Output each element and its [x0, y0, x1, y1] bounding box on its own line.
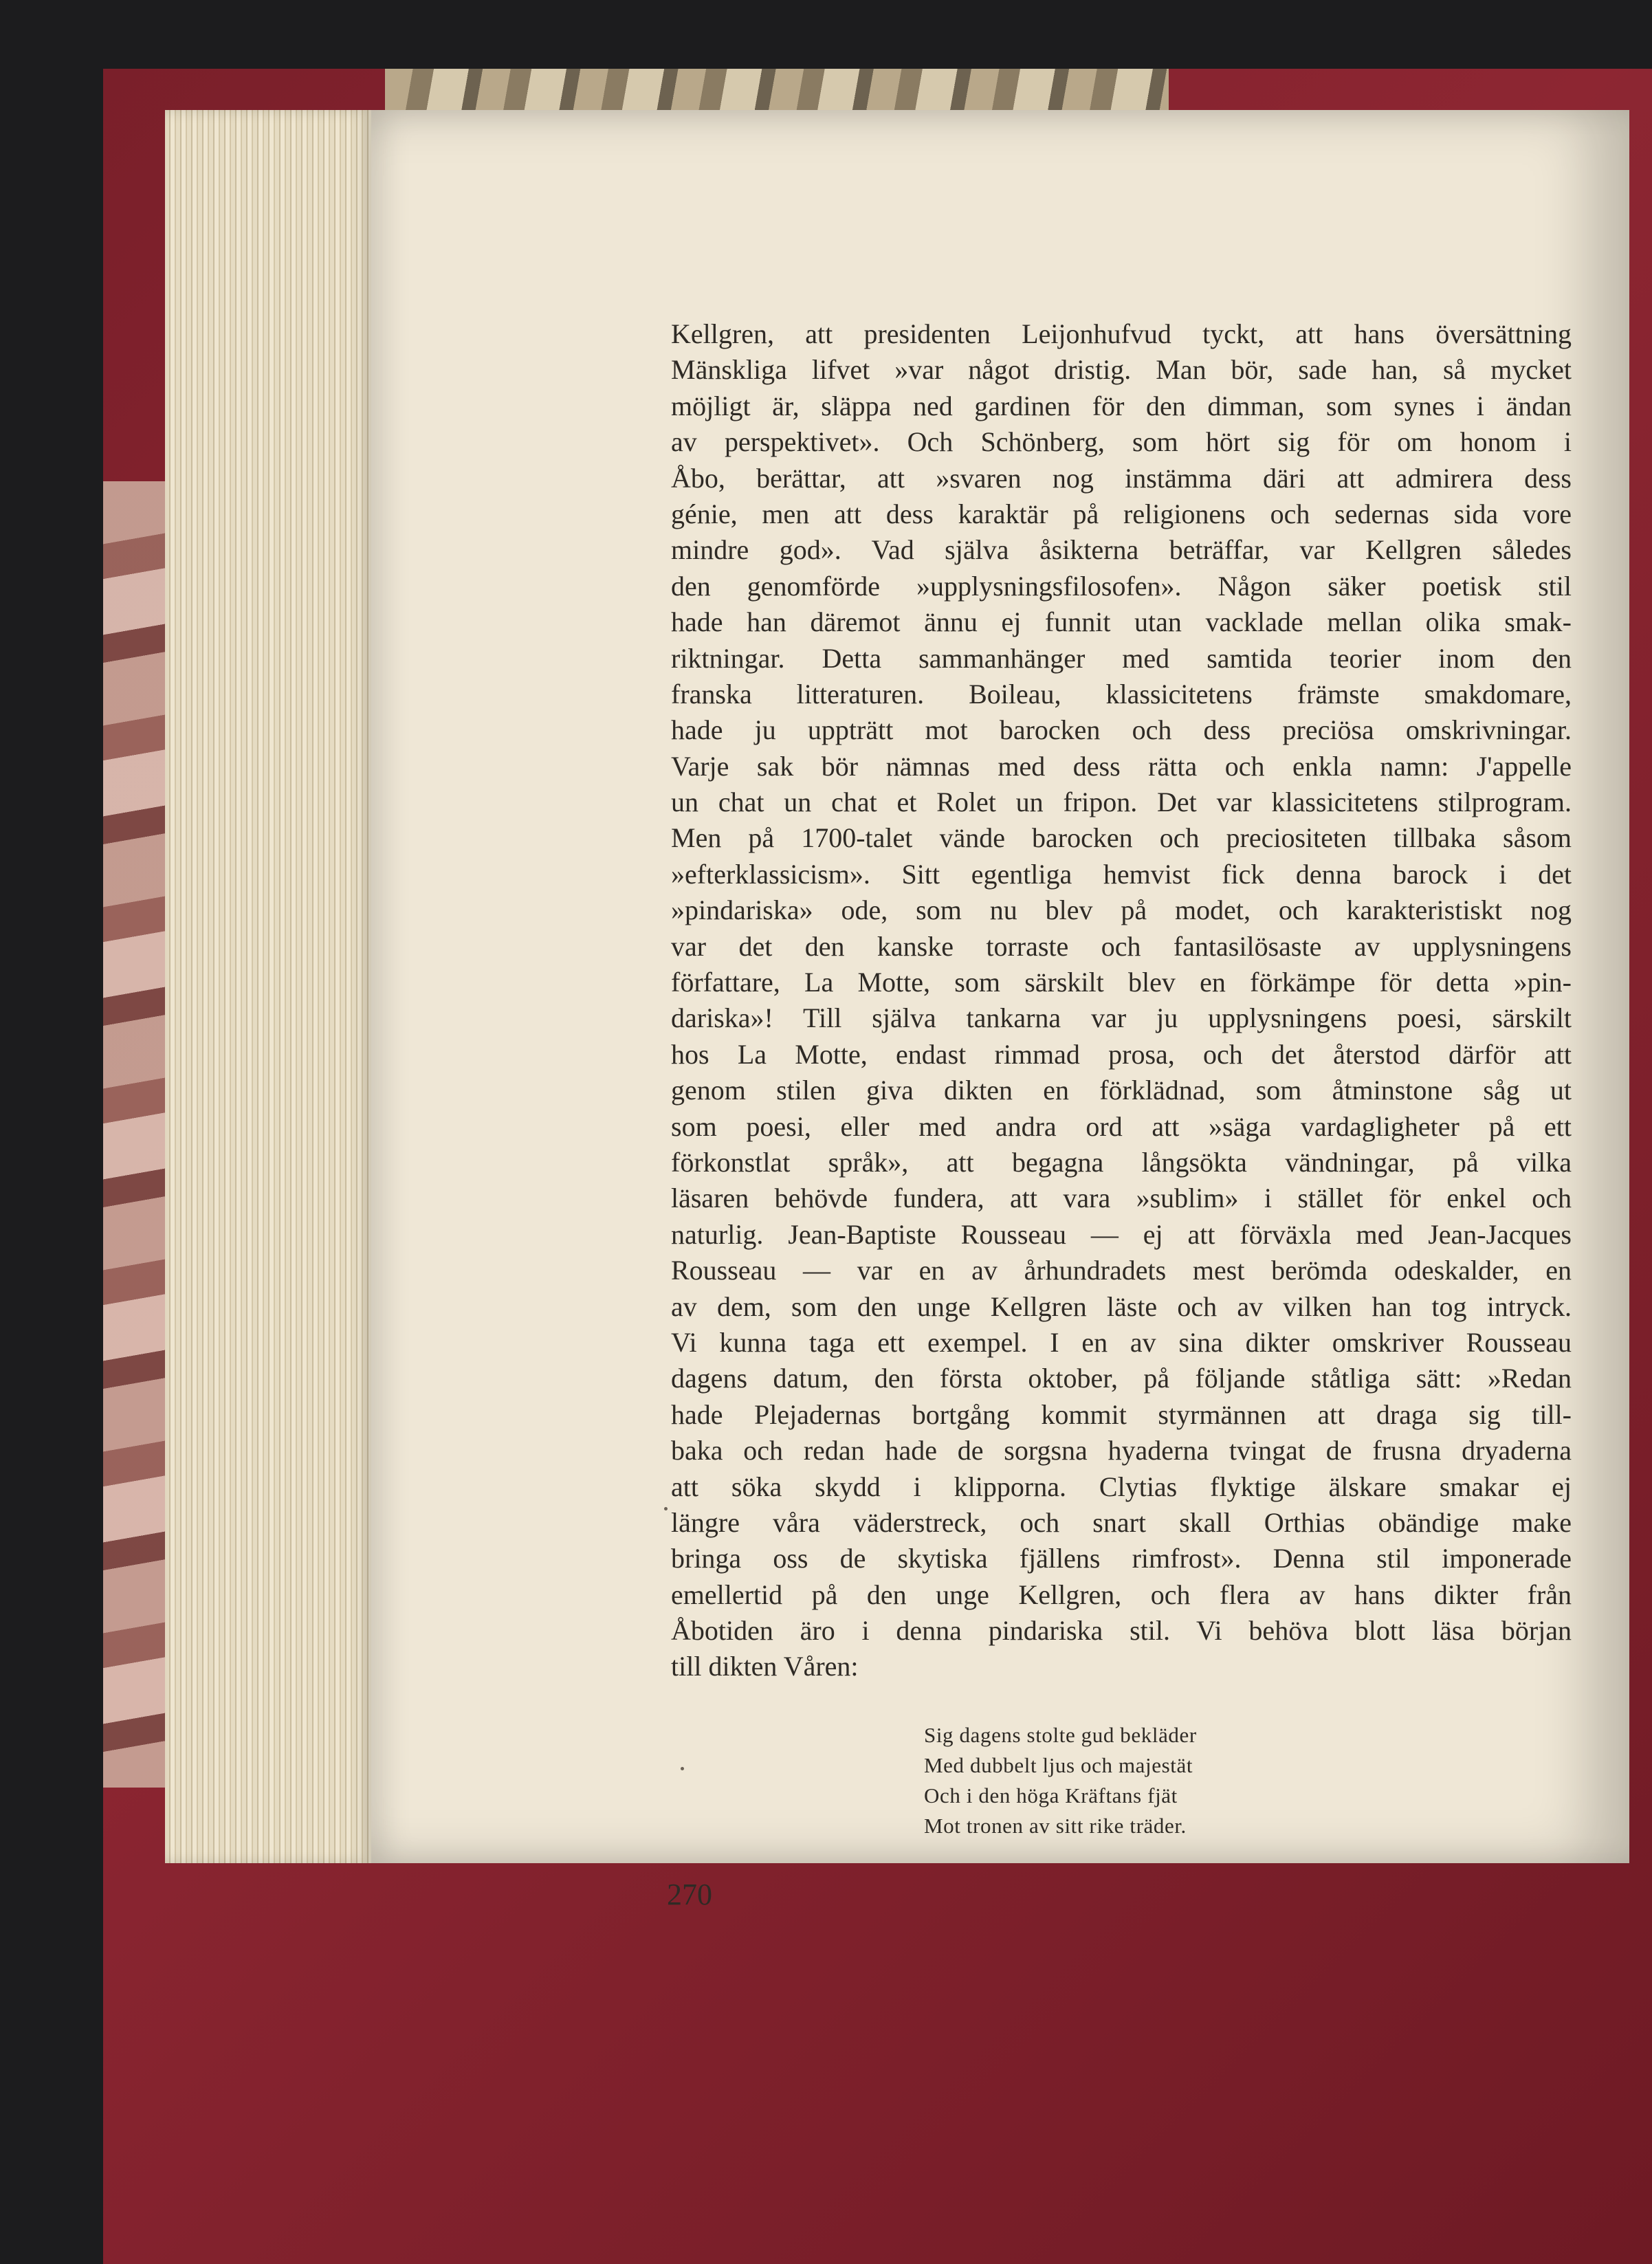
text-line: franska litteraturen. Boileau, klassicitetens främste smakdomare, — [671, 678, 1572, 710]
text-line: dariska»! Till själva tankarna var ju upplysningens poesi, särskilt — [671, 1002, 1572, 1034]
text-line: Kellgren, att presidenten Leijonhufvud tyckt, att hans översättning — [671, 318, 1572, 349]
text-line: riktningar. Detta sammanhänger med samtida teorier inom den — [671, 642, 1572, 674]
text-line: som poesi, eller med andra ord att »säga vardagligheter på ett — [671, 1110, 1572, 1142]
text-line: hade han däremot ännu ej funnit utan vacklade mellan olika smak- — [671, 606, 1572, 638]
text-line: »pindariska» ode, som nu blev på modet, och karakteristiskt nog — [671, 894, 1572, 926]
text-line: möjligt är, släppa ned gardinen för den dimman, som synes i ändan — [671, 390, 1572, 421]
text-line: att söka skydd i klipporna. Clytias flyktige älskare smakar ej — [671, 1471, 1572, 1502]
body-text — [671, 316, 1572, 1685]
text-line: mindre god». Vad själva åsikterna beträffar, var Kellgren således — [671, 534, 1572, 566]
marbled-endpaper-top — [385, 69, 1169, 110]
text-line: Men på 1700-talet vände barocken och preciositeten tillbaka såsom — [671, 822, 1572, 854]
text-line: dagens datum, den första oktober, på följande ståtliga sätt: »Redan — [671, 1363, 1572, 1394]
poem-line: Sig dagens stolte gud bekläder — [924, 1723, 1197, 1747]
text-line: genom stilen giva dikten en förklädnad, som åtminstone såg ut — [671, 1075, 1572, 1106]
text-line: var det den kanske torraste och fantasilösaste av upplysningens — [671, 930, 1572, 962]
text-line: av dem, som den unge Kellgren läste och av vilken han tog intryck. — [671, 1290, 1572, 1322]
text-line: den genomförde »upplysningsfilosofen». Någon säker poetisk stil — [671, 570, 1572, 602]
text-line: till dikten Våren: — [671, 1651, 859, 1682]
text-line: baka och redan hade de sorgsna hyaderna tvingat de frusna dryaderna — [671, 1435, 1572, 1466]
poem-line: Och i den höga Kräftans fjät — [924, 1783, 1178, 1807]
text-line: hade ju uppträtt mot barocken och dess preciösa omskrivningar. — [671, 714, 1572, 746]
page-speck — [681, 1767, 684, 1770]
poem-line: Med dubbelt ljus och majestät — [924, 1753, 1193, 1777]
text-line: naturlig. Jean-Baptiste Rousseau — ej att förväxla med Jean-Jacques — [671, 1218, 1572, 1250]
text-line: emellertid på den unge Kellgren, och flera av hans dikter från — [671, 1579, 1572, 1610]
text-line: förkonstlat språk», att begagna långsökta vändningar, på vilka — [671, 1146, 1572, 1178]
text-line: un chat un chat et Rolet un fripon. Det var klassicitetens stilprogram. — [671, 787, 1572, 818]
text-line: Varje sak bör nämnas med dess rätta och enkla namn: J'appelle — [671, 750, 1572, 782]
text-line: Rousseau — var en av århundradets mest berömda odeskalder, en — [671, 1255, 1572, 1286]
text-line: författare, La Motte, som särskilt blev en förkämpe för detta »pin- — [671, 967, 1572, 998]
text-line: Åbotiden äro i denna pindariska stil. Vi behöva blott läsa början — [671, 1615, 1572, 1647]
marbled-endpaper-side — [103, 481, 165, 1788]
text-line: längre våra väderstreck, och snart skall Orthias obändige make — [671, 1506, 1572, 1538]
page-speck — [664, 1507, 668, 1510]
text-line: hade Plejadernas bortgång kommit styrmännen att draga sig till- — [671, 1398, 1572, 1430]
page-edges — [165, 110, 371, 1863]
page-number: 270 — [667, 1878, 712, 1911]
text-line: hos La Motte, endast rimmad prosa, och det återstod därför att — [671, 1038, 1572, 1070]
text-line: bringa oss de skytiska fjällens rimfrost». Denna stil imponerade — [671, 1543, 1572, 1574]
text-line: génie, men att dess karaktär på religionens och sedernas sida vore — [671, 498, 1572, 529]
text-line: Vi kunna taga ett exempel. I en av sina dikter omskriver Rousseau — [671, 1326, 1572, 1358]
text-line: av perspektivet». Och Schönberg, som hört sig för om honom i — [671, 426, 1572, 458]
text-line: »efterklassicism». Sitt egentliga hemvist fick denna barock i det — [671, 858, 1572, 890]
poem-line: Mot tronen av sitt rike träder. — [924, 1814, 1187, 1838]
text-line: Mänskliga lifvet »var något dristig. Man bör, sade han, så mycket — [671, 354, 1572, 386]
text-line: läsaren behövde fundera, att vara »sublim» i stället för enkel och — [671, 1183, 1572, 1214]
poem-quote — [924, 1720, 1350, 1841]
text-line: Åbo, berättar, att »svaren nog instämma däri att admirera dess — [671, 462, 1572, 494]
